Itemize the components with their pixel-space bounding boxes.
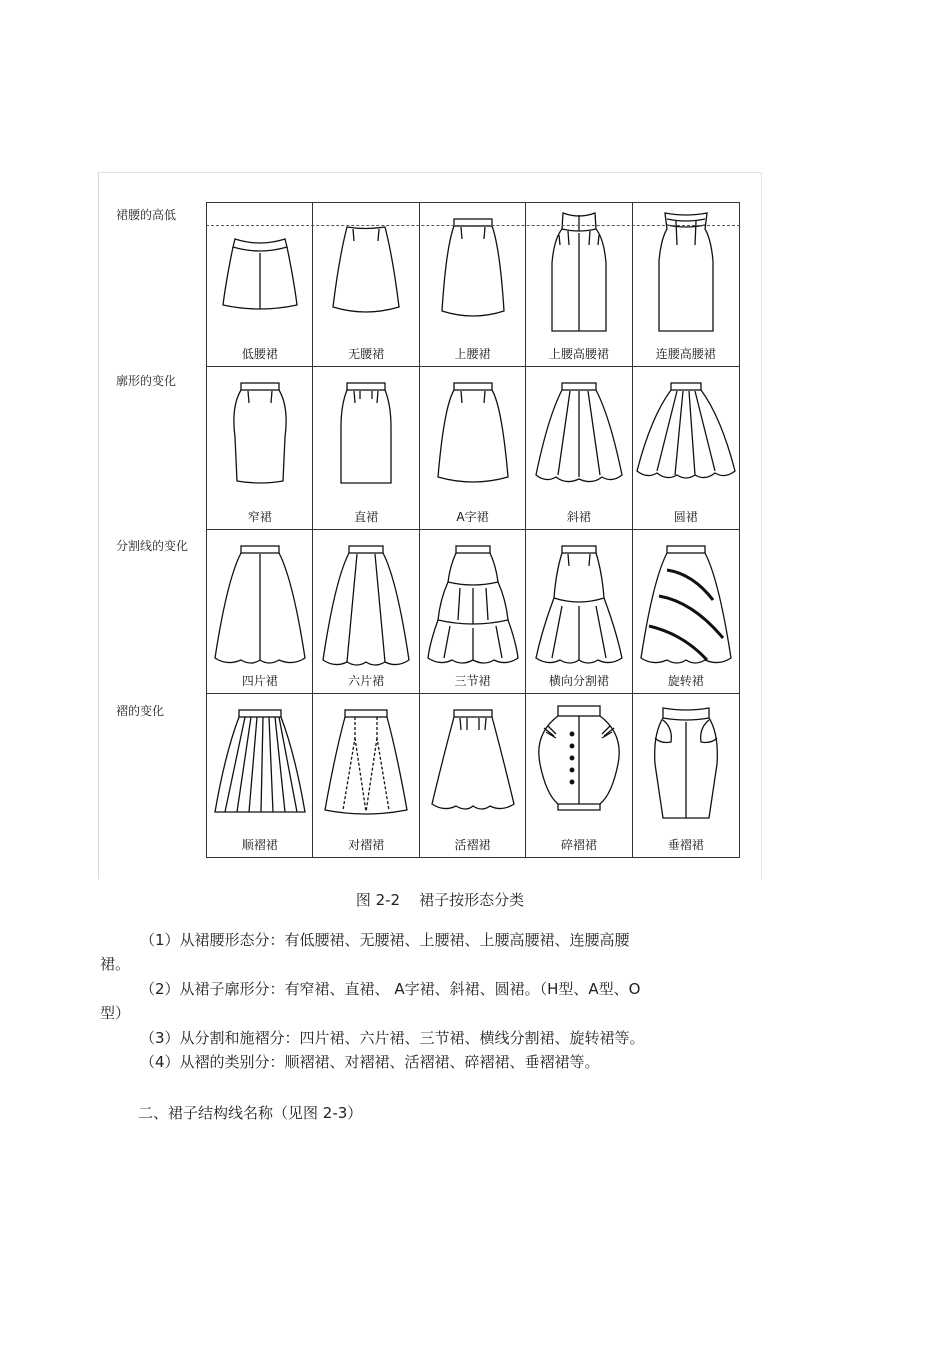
three-tier-skirt-drawing (420, 530, 526, 694)
cell-label: 直裙 (354, 510, 379, 524)
circle-skirt-drawing (633, 367, 739, 531)
skirt-cell-knife-pleat (207, 694, 313, 858)
no-waistband-skirt-drawing (313, 203, 419, 367)
cell-label: 四片裙 (241, 673, 278, 688)
cell-label: 上腰裙 (454, 346, 491, 361)
skirt-cell-drape (633, 694, 739, 858)
cell-label: 碎褶裙 (560, 838, 597, 852)
high-waist-integrated-skirt-drawing (633, 203, 739, 367)
cell-label: 低腰裙 (241, 346, 278, 361)
drape-skirt-drawing (633, 694, 739, 858)
cell-label: 横向分割裙 (548, 673, 609, 688)
paragraph-4: （4）从褶的类别分：顺褶裙、对褶裙、活褶裙、碎褶裙、垂褶裙等。 (140, 1053, 600, 1071)
cell-label: 顺褶裙 (241, 838, 278, 852)
waistband-skirt-drawing (420, 203, 526, 367)
paragraph-1-line-2: 裙。 (100, 955, 131, 973)
straight-skirt-drawing (313, 367, 419, 531)
skirt-cell-soft-pleat (420, 694, 526, 858)
cell-label: 三节裙 (454, 673, 491, 688)
pencil-skirt-drawing (207, 367, 313, 531)
cell-label: 旋转裙 (667, 673, 704, 688)
skirt-cell-spiral (633, 530, 739, 694)
cell-label: 上腰高腰裙 (548, 346, 609, 361)
skirt-cell-high-waist-band (526, 203, 632, 367)
skirt-cell-high-waist-integrated (633, 203, 739, 367)
cell-label: 垂褶裙 (667, 838, 704, 852)
skirt-cell-six-panel (313, 530, 419, 694)
horizontal-seam-skirt-drawing (526, 530, 632, 694)
knife-pleat-skirt-drawing (207, 694, 313, 858)
a-line-skirt-drawing (420, 367, 526, 531)
skirt-cell-horizontal-seam (526, 530, 632, 694)
skirt-cell-four-panel (207, 530, 313, 694)
waistline-reference-line (206, 225, 740, 226)
bias-skirt-drawing (526, 367, 632, 531)
skirt-cell-straight (313, 367, 419, 531)
cell-label: 圆裙 (673, 510, 698, 524)
six-panel-skirt-drawing (313, 530, 419, 694)
cell-label: 斜裙 (566, 510, 591, 524)
box-pleat-skirt-drawing (313, 694, 419, 858)
skirt-cell-three-tier (420, 530, 526, 694)
paragraph-2-line-1: （2）从裙子廓形分：有窄裙、直裙、 A字裙、斜裙、圆裙。（H型、A型、O (140, 980, 641, 998)
paragraph-1-line-1: （1）从裙腰形态分：有低腰裙、无腰裙、上腰裙、上腰高腰裙、连腰高腰 (140, 931, 630, 949)
cell-label: 活褶裙 (454, 838, 491, 852)
paragraph-2-line-2: 型） (100, 1004, 131, 1022)
cell-label: A字裙 (456, 510, 489, 524)
skirt-cell-a-line (420, 367, 526, 531)
row-label-pleats: 褶的变化 (116, 704, 165, 718)
cell-label: 窄裙 (247, 510, 272, 524)
row-label-silhouette: 廓形的变化 (116, 374, 177, 388)
skirt-cell-waistband (420, 203, 526, 367)
skirt-cell-low-waist (207, 203, 313, 367)
figure-caption: 图 2-2 裙子按形态分类 (355, 891, 525, 909)
cell-label: 连腰高腰裙 (655, 346, 716, 361)
four-panel-skirt-drawing (207, 530, 313, 694)
skirt-cell-bias (526, 367, 632, 531)
cell-label: 无腰裙 (348, 346, 385, 361)
skirt-cell-gathered (526, 694, 632, 858)
low-waist-skirt-drawing (207, 203, 313, 367)
skirt-cell-box-pleat (313, 694, 419, 858)
high-waist-band-skirt-drawing (526, 203, 632, 367)
gathered-skirt-drawing (526, 694, 632, 858)
skirt-cell-circle (633, 367, 739, 531)
soft-pleat-skirt-drawing (420, 694, 526, 858)
paragraph-3: （3）从分割和施褶分：四片裙、六片裙、三节裙、横线分割裙、旋转裙等。 (140, 1029, 645, 1047)
row-label-seam-lines: 分割线的变化 (116, 539, 189, 553)
cell-label: 对褶裙 (348, 838, 385, 852)
spiral-skirt-drawing (633, 530, 739, 694)
skirt-cell-no-waistband (313, 203, 419, 367)
skirt-classification-grid (206, 202, 740, 858)
section-heading: 二、裙子结构线名称（见图 2-3） (138, 1104, 363, 1122)
skirt-cell-pencil (207, 367, 313, 531)
row-label-waist-height: 裙腰的高低 (116, 208, 177, 222)
cell-label: 六片裙 (348, 673, 385, 688)
